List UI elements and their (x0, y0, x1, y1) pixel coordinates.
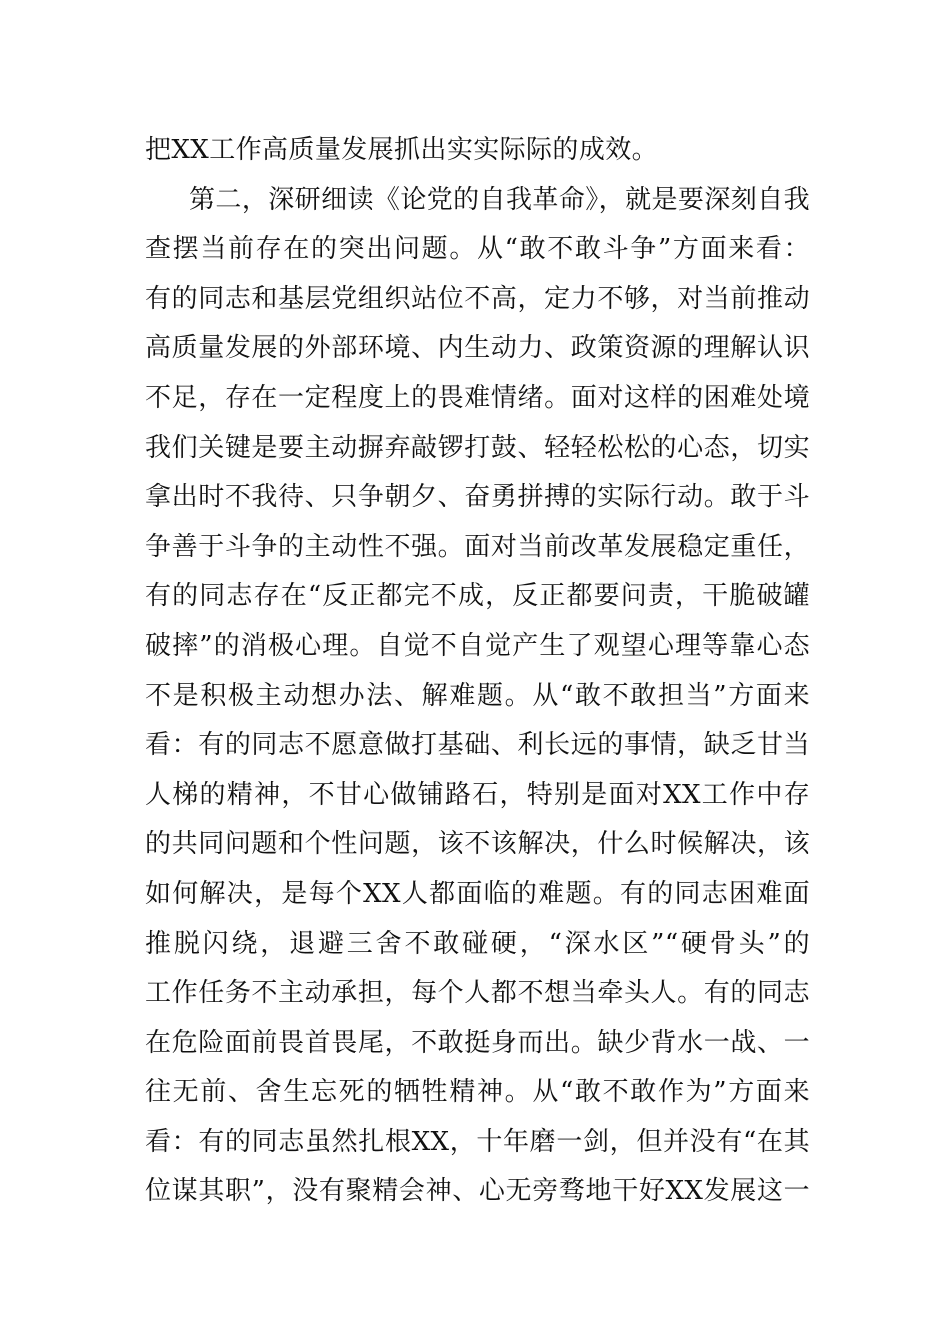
text-line: 工作任务不主动承担，每个人都不想当牵头人。有的同志 (145, 978, 810, 1009)
text-line: 不是积极主动想办法、解难题。从“敢不敢担当”方面来 (145, 680, 810, 711)
text-line: 查摆当前存在的突出问题。从“敢不敢斗争”方面来看： (145, 234, 810, 265)
text-line: 争善于斗争的主动性不强。面对当前改革发展稳定重任， (145, 531, 810, 562)
text-line: 人梯的精神，不甘心做铺路石，特别是面对XX工作中存 (145, 779, 810, 810)
text-line: 破摔”的消极心理。自觉不自觉产生了观望心理等靠心态 (145, 630, 810, 661)
text-line: 往无前、舍生忘死的牺牲精神。从“敢不敢作为”方面来 (145, 1077, 810, 1108)
text-line: 看：有的同志虽然扎根XX，十年磨一剑，但并没有“在其 (145, 1126, 810, 1157)
text-line: 在危险面前畏首畏尾，不敢挺身而出。缺少背水一战、一 (145, 1027, 810, 1058)
text-line: 不足，存在一定程度上的畏难情绪。面对这样的困难处境 (145, 382, 810, 413)
text-line: 如何解决，是每个XX人都面临的难题。有的同志困难面 (145, 878, 810, 909)
text-line: 有的同志和基层党组织站位不高，定力不够，对当前推动 (145, 283, 810, 314)
text-line: 推脱闪绕，退避三舍不敢碰硬，“深水区”“硬骨头”的 (145, 928, 810, 959)
document-body-text (145, 126, 810, 1217)
text-line: 拿出时不我待、只争朝夕、奋勇拼搏的实际行动。敢于斗 (145, 482, 810, 513)
text-line: 把XX工作高质量发展抓出实实际际的成效。 (145, 135, 659, 165)
text-line: 的共同问题和个性问题，该不该解决，什么时候解决，该 (145, 829, 810, 860)
text-line: 高质量发展的外部环境、内生动力、政策资源的理解认识 (145, 333, 810, 364)
text-line: 有的同志存在“反正都完不成，反正都要问责，干脆破罐 (145, 581, 810, 612)
text-line: 看：有的同志不愿意做打基础、利长远的事情，缺乏甘当 (145, 730, 810, 761)
text-line: 我们关键是要主动摒弃敲锣打鼓、轻轻松松的心态，切实 (145, 432, 810, 463)
paragraph-first-line: 第二，深研细读《论党的自我革命》，就是要深刻自我 (189, 184, 810, 215)
text-line: 位谋其职”，没有聚精会神、心无旁骛地干好XX发展这一 (145, 1176, 810, 1207)
